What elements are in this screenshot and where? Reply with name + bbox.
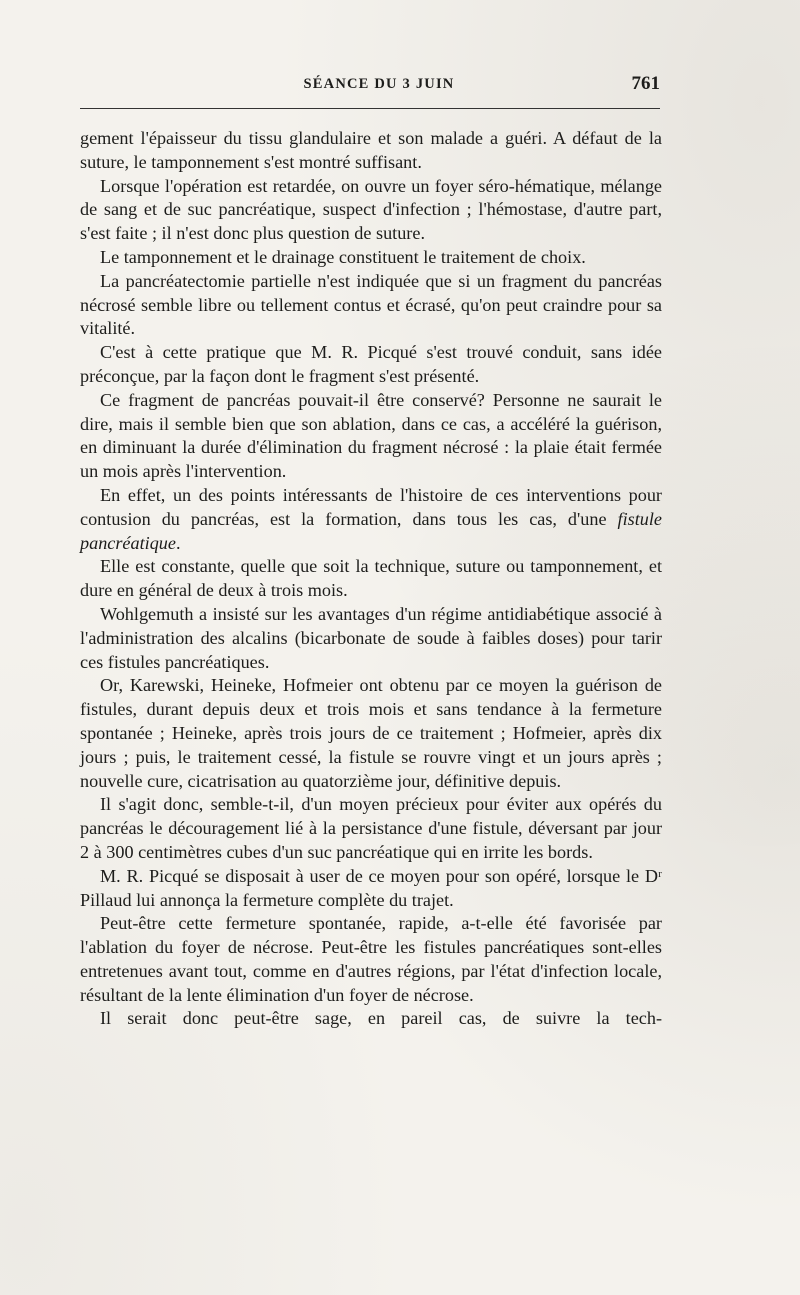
header-rule <box>80 108 660 109</box>
page-number: 761 <box>631 73 660 94</box>
paragraph-7-italic: fistule pancréatique <box>80 508 662 553</box>
paragraph-7-text: En effet, un des points intéressants de l'histoire de ces interventions pour contusion du pancréas, est la formation, dans tous les cas, d'une <box>80 484 662 529</box>
paragraph-13: Peut-être cette fermeture spontanée, rapide, a-t-elle été favorisée par l'ablation du foyer de nécrose. Peut-être les fistules pancréatiques sont-elles entretenues avant tout, comme en d'autres régions, par l'état d'infection locale, résultant de la lente élimination d'un foyer de nécrose. <box>80 913 662 1005</box>
paragraph-4: La pancréatectomie partielle n'est indiquée que si un fragment du pancréas nécrosé semble libre ou tellement contus et écrasé, qu'on peut craindre pour sa vitalité. <box>80 270 662 339</box>
paragraph-7 <box>80 484 662 555</box>
paragraph-2: Lorsque l'opération est retardée, on ouvre un foyer séro-hématique, mélange de sang et de suc pancréatique, suspect d'infection ; l'hémostase, d'autre part, s'est faite ; il n'est donc plus question de suture. <box>80 175 662 244</box>
paragraph-10: Or, Karewski, Heineke, Hofmeier ont obtenu par ce moyen la guérison de fistules, durant depuis deux et trois mois et sans tendance à la fermeture spontanée ; Heineke, après trois jours de ce traitement ; Hofmeier, après dix jours ; puis, le traitement cessé, la fistule se rouvre vingt et un jours après ; nouvelle cure, cicatrisation au quatorzième jour, définitive depuis. <box>80 675 662 791</box>
running-title: SÉANCE DU 3 JUIN <box>303 76 455 92</box>
paragraph-6: Ce fragment de pancréas pouvait-il être conservé? Personne ne saurait le dire, mais il semble bien que son ablation, dans ce cas, a accéléré la guérison, en diminuant la durée d'élimination du fragment nécrosé : la plaie était fermée un mois après l'intervention. <box>80 389 662 482</box>
body-text <box>80 127 662 1031</box>
paragraph-12: M. R. Picqué se disposait à user de ce moyen pour son opéré, lorsque le Dʳ Pillaud lui annonça la fermeture complète du trajet. <box>80 865 662 910</box>
paragraph-1: gement l'épaisseur du tissu glandulaire et son malade a guéri. A défaut de la suture, le tamponnement s'est montré suffisant. <box>80 128 662 172</box>
paragraph-11: Il s'agit donc, semble-t-il, d'un moyen précieux pour éviter aux opérés du pancréas le découragement lié à la persistance d'une fistule, déversant par jour 2 à 300 centimètres cubes d'un suc pancréatique qui en irrite les bords. <box>80 794 662 862</box>
paragraph-7-end: . <box>175 532 181 553</box>
paragraph-8: Elle est constante, quelle que soit la technique, suture ou tamponnement, et dure en général de deux à trois mois. <box>80 556 662 601</box>
paragraph-14: Il serait donc peut-être sage, en pareil cas, de suivre la tech- <box>100 1008 662 1029</box>
paragraph-3: Le tamponnement et le drainage constituent le traitement de choix. <box>100 246 586 267</box>
paragraph-5: C'est à cette pratique que M. R. Picqué s'est trouvé conduit, sans idée préconçue, par la façon dont le fragment s'est présenté. <box>80 342 662 386</box>
paragraph-9: Wohlgemuth a insisté sur les avantages d'un régime antidiabétique associé à l'administration des alcalins (bicarbonate de soude à faibles doses) pour tarir ces fistules pancréatiques. <box>80 603 662 672</box>
running-head <box>78 72 662 100</box>
